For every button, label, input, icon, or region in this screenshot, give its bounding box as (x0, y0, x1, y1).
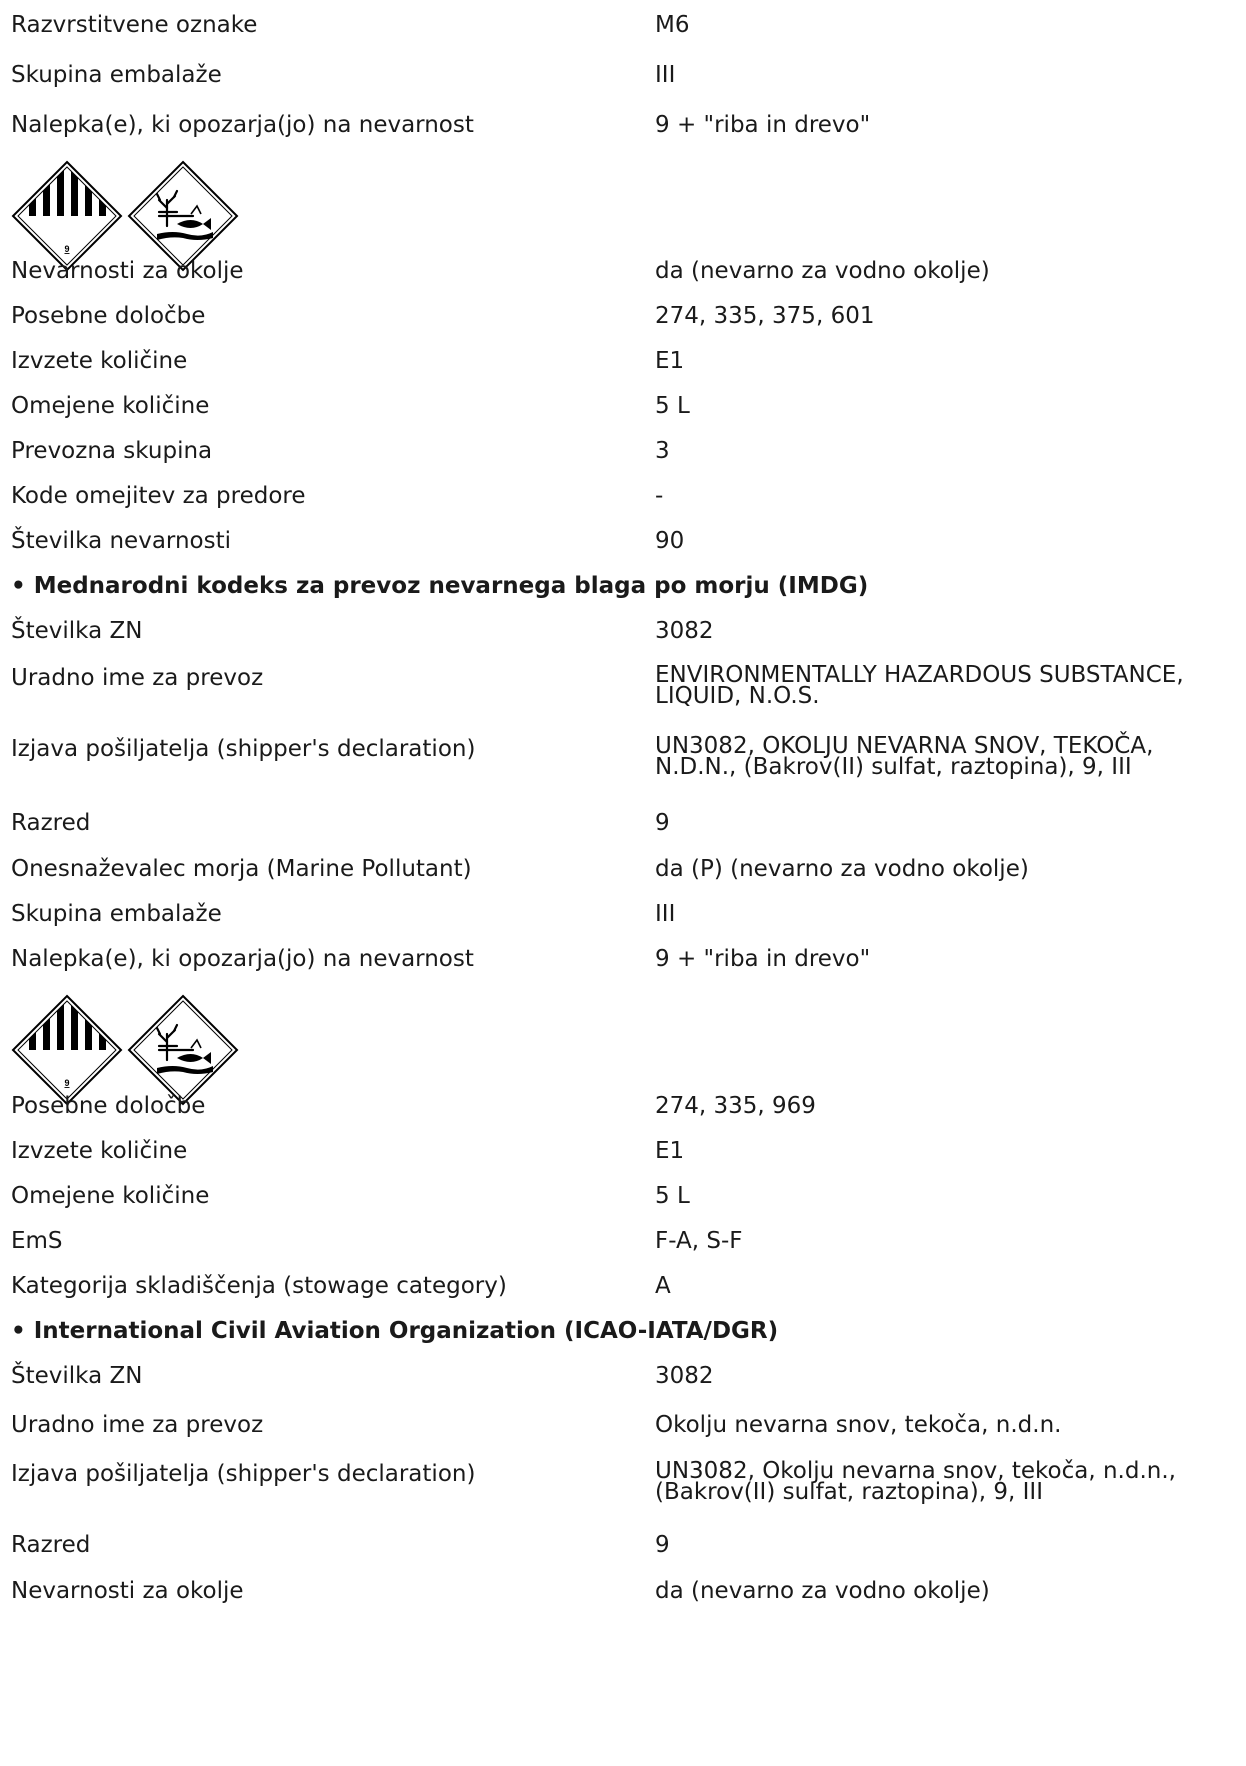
row-value: E1 (655, 1138, 685, 1164)
row-label: Kategorija skladiščenja (stowage category) (11, 1273, 507, 1299)
row-value: Okolju nevarna snov, tekoča, n.d.n. (655, 1412, 1062, 1438)
row-value: 3 (655, 438, 670, 464)
row-value: 9 + "riba in drevo" (655, 112, 871, 138)
row-label: Izvzete količine (11, 1138, 188, 1164)
row-label: Številka ZN (11, 618, 143, 644)
row-value: 90 (655, 528, 685, 554)
row-value: 9 (655, 1532, 670, 1558)
row-value: 3082 (655, 1363, 714, 1389)
row-label: EmS (11, 1228, 63, 1254)
row-label: Nalepka(e), ki opozarja(jo) na nevarnost (11, 946, 474, 972)
row-label: Uradno ime za prevoz (11, 1412, 264, 1438)
row-label: Nalepka(e), ki opozarja(jo) na nevarnost (11, 112, 474, 138)
row-value: da (nevarno za vodno okolje) (655, 258, 990, 284)
row-value: 5 L (655, 393, 690, 419)
row-value: M6 (655, 12, 690, 38)
row-value: F-A, S-F (655, 1228, 743, 1254)
value-line: UN3082, OKOLJU NEVARNA SNOV, TEKOČA, (655, 733, 1154, 759)
class-9-hazard-label-icon (11, 160, 123, 272)
class-9-hazard-label-icon (11, 994, 123, 1106)
hazard-pictograms (11, 994, 251, 1104)
row-label: Razred (11, 810, 91, 836)
row-label: Omejene količine (11, 1183, 210, 1209)
row-label: Skupina embalaže (11, 62, 222, 88)
row-value (655, 733, 1154, 780)
row-value: III (655, 901, 676, 927)
row-label: Posebne določbe (11, 303, 206, 329)
row-label: Izvzete količine (11, 348, 188, 374)
environmental-hazard-fish-tree-icon (127, 160, 239, 272)
value-line: N.D.N., (Bakrov(II) sulfat, raztopina), 9, III (655, 754, 1132, 780)
section-heading-icao: • International Civil Aviation Organization (ICAO-IATA/DGR) (11, 1318, 779, 1344)
value-line: LIQUID, N.O.S. (655, 683, 820, 709)
row-value: III (655, 62, 676, 88)
class-number: 9 (64, 244, 70, 254)
row-value: 3082 (655, 618, 714, 644)
hazard-pictograms (11, 160, 251, 270)
environmental-hazard-fish-tree-icon (127, 994, 239, 1106)
row-label: Onesnaževalec morja (Marine Pollutant) (11, 856, 472, 882)
row-label: Izjava pošiljatelja (shipper's declaration) (11, 736, 476, 762)
row-label: Nevarnosti za okolje (11, 258, 244, 284)
row-value (655, 662, 1184, 709)
row-value: 9 + "riba in drevo" (655, 946, 871, 972)
row-value: E1 (655, 348, 685, 374)
row-label: Nevarnosti za okolje (11, 1578, 244, 1604)
row-label: Skupina embalaže (11, 901, 222, 927)
row-label: Razred (11, 1532, 91, 1558)
row-value (655, 1458, 1176, 1505)
row-label: Kode omejitev za predore (11, 483, 306, 509)
section-heading-imdg: • Mednarodni kodeks za prevoz nevarnega blaga po morju (IMDG) (11, 573, 869, 599)
row-value: - (655, 483, 664, 509)
row-label: Omejene količine (11, 393, 210, 419)
row-label: Posebne določbe (11, 1093, 206, 1119)
row-value: 9 (655, 810, 670, 836)
row-value: 274, 335, 969 (655, 1093, 816, 1119)
row-label: Uradno ime za prevoz (11, 665, 264, 691)
row-label: Številka nevarnosti (11, 528, 232, 554)
row-label: Številka ZN (11, 1363, 143, 1389)
row-value: da (P) (nevarno za vodno okolje) (655, 856, 1029, 882)
value-line: ENVIRONMENTALLY HAZARDOUS SUBSTANCE, (655, 662, 1184, 688)
class-number: 9 (64, 1078, 70, 1088)
row-value: A (655, 1273, 671, 1299)
row-value: 5 L (655, 1183, 690, 1209)
row-value: 274, 335, 375, 601 (655, 303, 875, 329)
row-value: da (nevarno za vodno okolje) (655, 1578, 990, 1604)
row-label: Izjava pošiljatelja (shipper's declaration) (11, 1461, 476, 1487)
value-line: UN3082, Okolju nevarna snov, tekoča, n.d.n., (655, 1458, 1176, 1484)
row-label: Prevozna skupina (11, 438, 213, 464)
value-line: (Bakrov(II) sulfat, raztopina), 9, III (655, 1479, 1043, 1505)
row-label: Razvrstitvene oznake (11, 12, 258, 38)
